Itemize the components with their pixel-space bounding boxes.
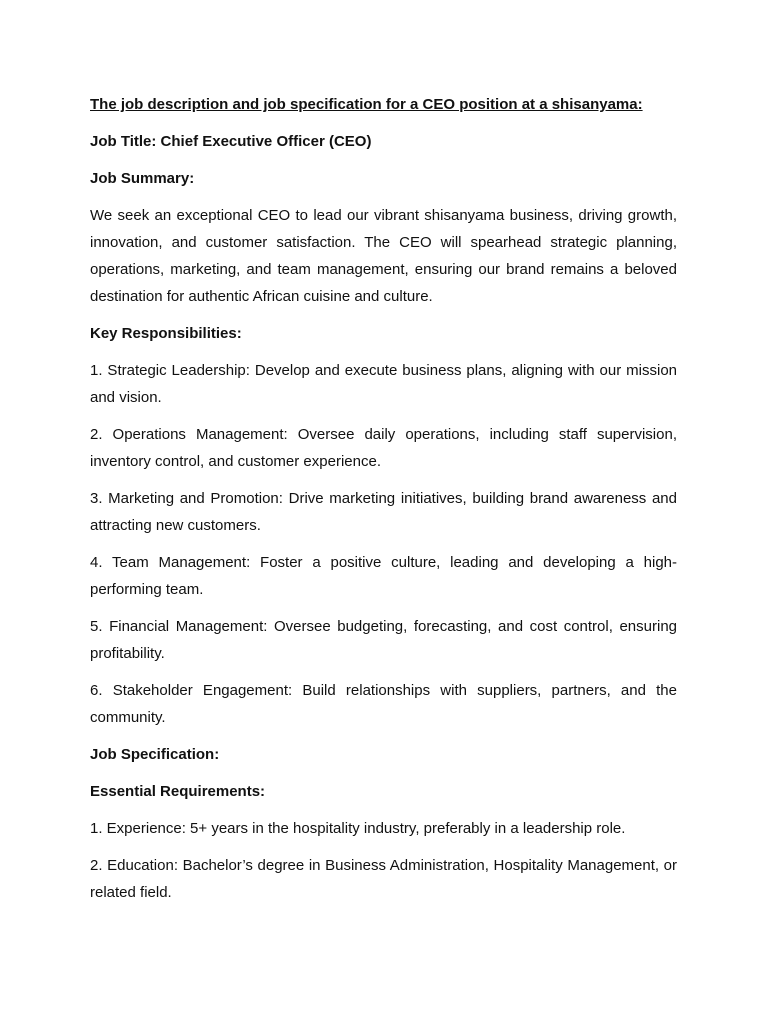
requirement-item: 1. Experience: 5+ years in the hospitality industry, preferably in a leadership role.: [90, 820, 626, 837]
responsibility-item: 2. Operations Management: Oversee daily operations, including staff supervision, inventory control, and customer experience.: [90, 426, 677, 470]
responsibility-item: 5. Financial Management: Oversee budgeting, forecasting, and cost control, ensuring profitability.: [90, 618, 677, 662]
responsibility-item: 1. Strategic Leadership: Develop and execute business plans, aligning with our mission and vision.: [90, 362, 677, 406]
summary-heading: Job Summary:: [90, 170, 195, 187]
document-title: The job description and job specification for a CEO position at a shisanyama:: [90, 96, 643, 113]
document-page: [90, 91, 677, 916]
essential-requirements-heading: Essential Requirements:: [90, 783, 266, 800]
responsibilities-heading: Key Responsibilities:: [90, 325, 242, 342]
summary-text: We seek an exceptional CEO to lead our vibrant shisanyama business, driving growth, innovation, and customer satisfaction. The CEO will spearhead strategic planning, operations, marketing, and team management, ensuring our brand remains a beloved destination for authentic African cuisine and culture.: [90, 207, 677, 305]
job-title: Job Title: Chief Executive Officer (CEO): [90, 133, 372, 150]
responsibility-item: 4. Team Management: Foster a positive culture, leading and developing a high-performing team.: [90, 554, 677, 598]
responsibility-item: 3. Marketing and Promotion: Drive marketing initiatives, building brand awareness and attracting new customers.: [90, 490, 677, 534]
responsibility-item: 6. Stakeholder Engagement: Build relationships with suppliers, partners, and the community.: [90, 682, 677, 726]
specification-heading: Job Specification:: [90, 746, 220, 763]
requirement-item: 2. Education: Bachelor’s degree in Business Administration, Hospitality Management, or related field.: [90, 857, 677, 901]
